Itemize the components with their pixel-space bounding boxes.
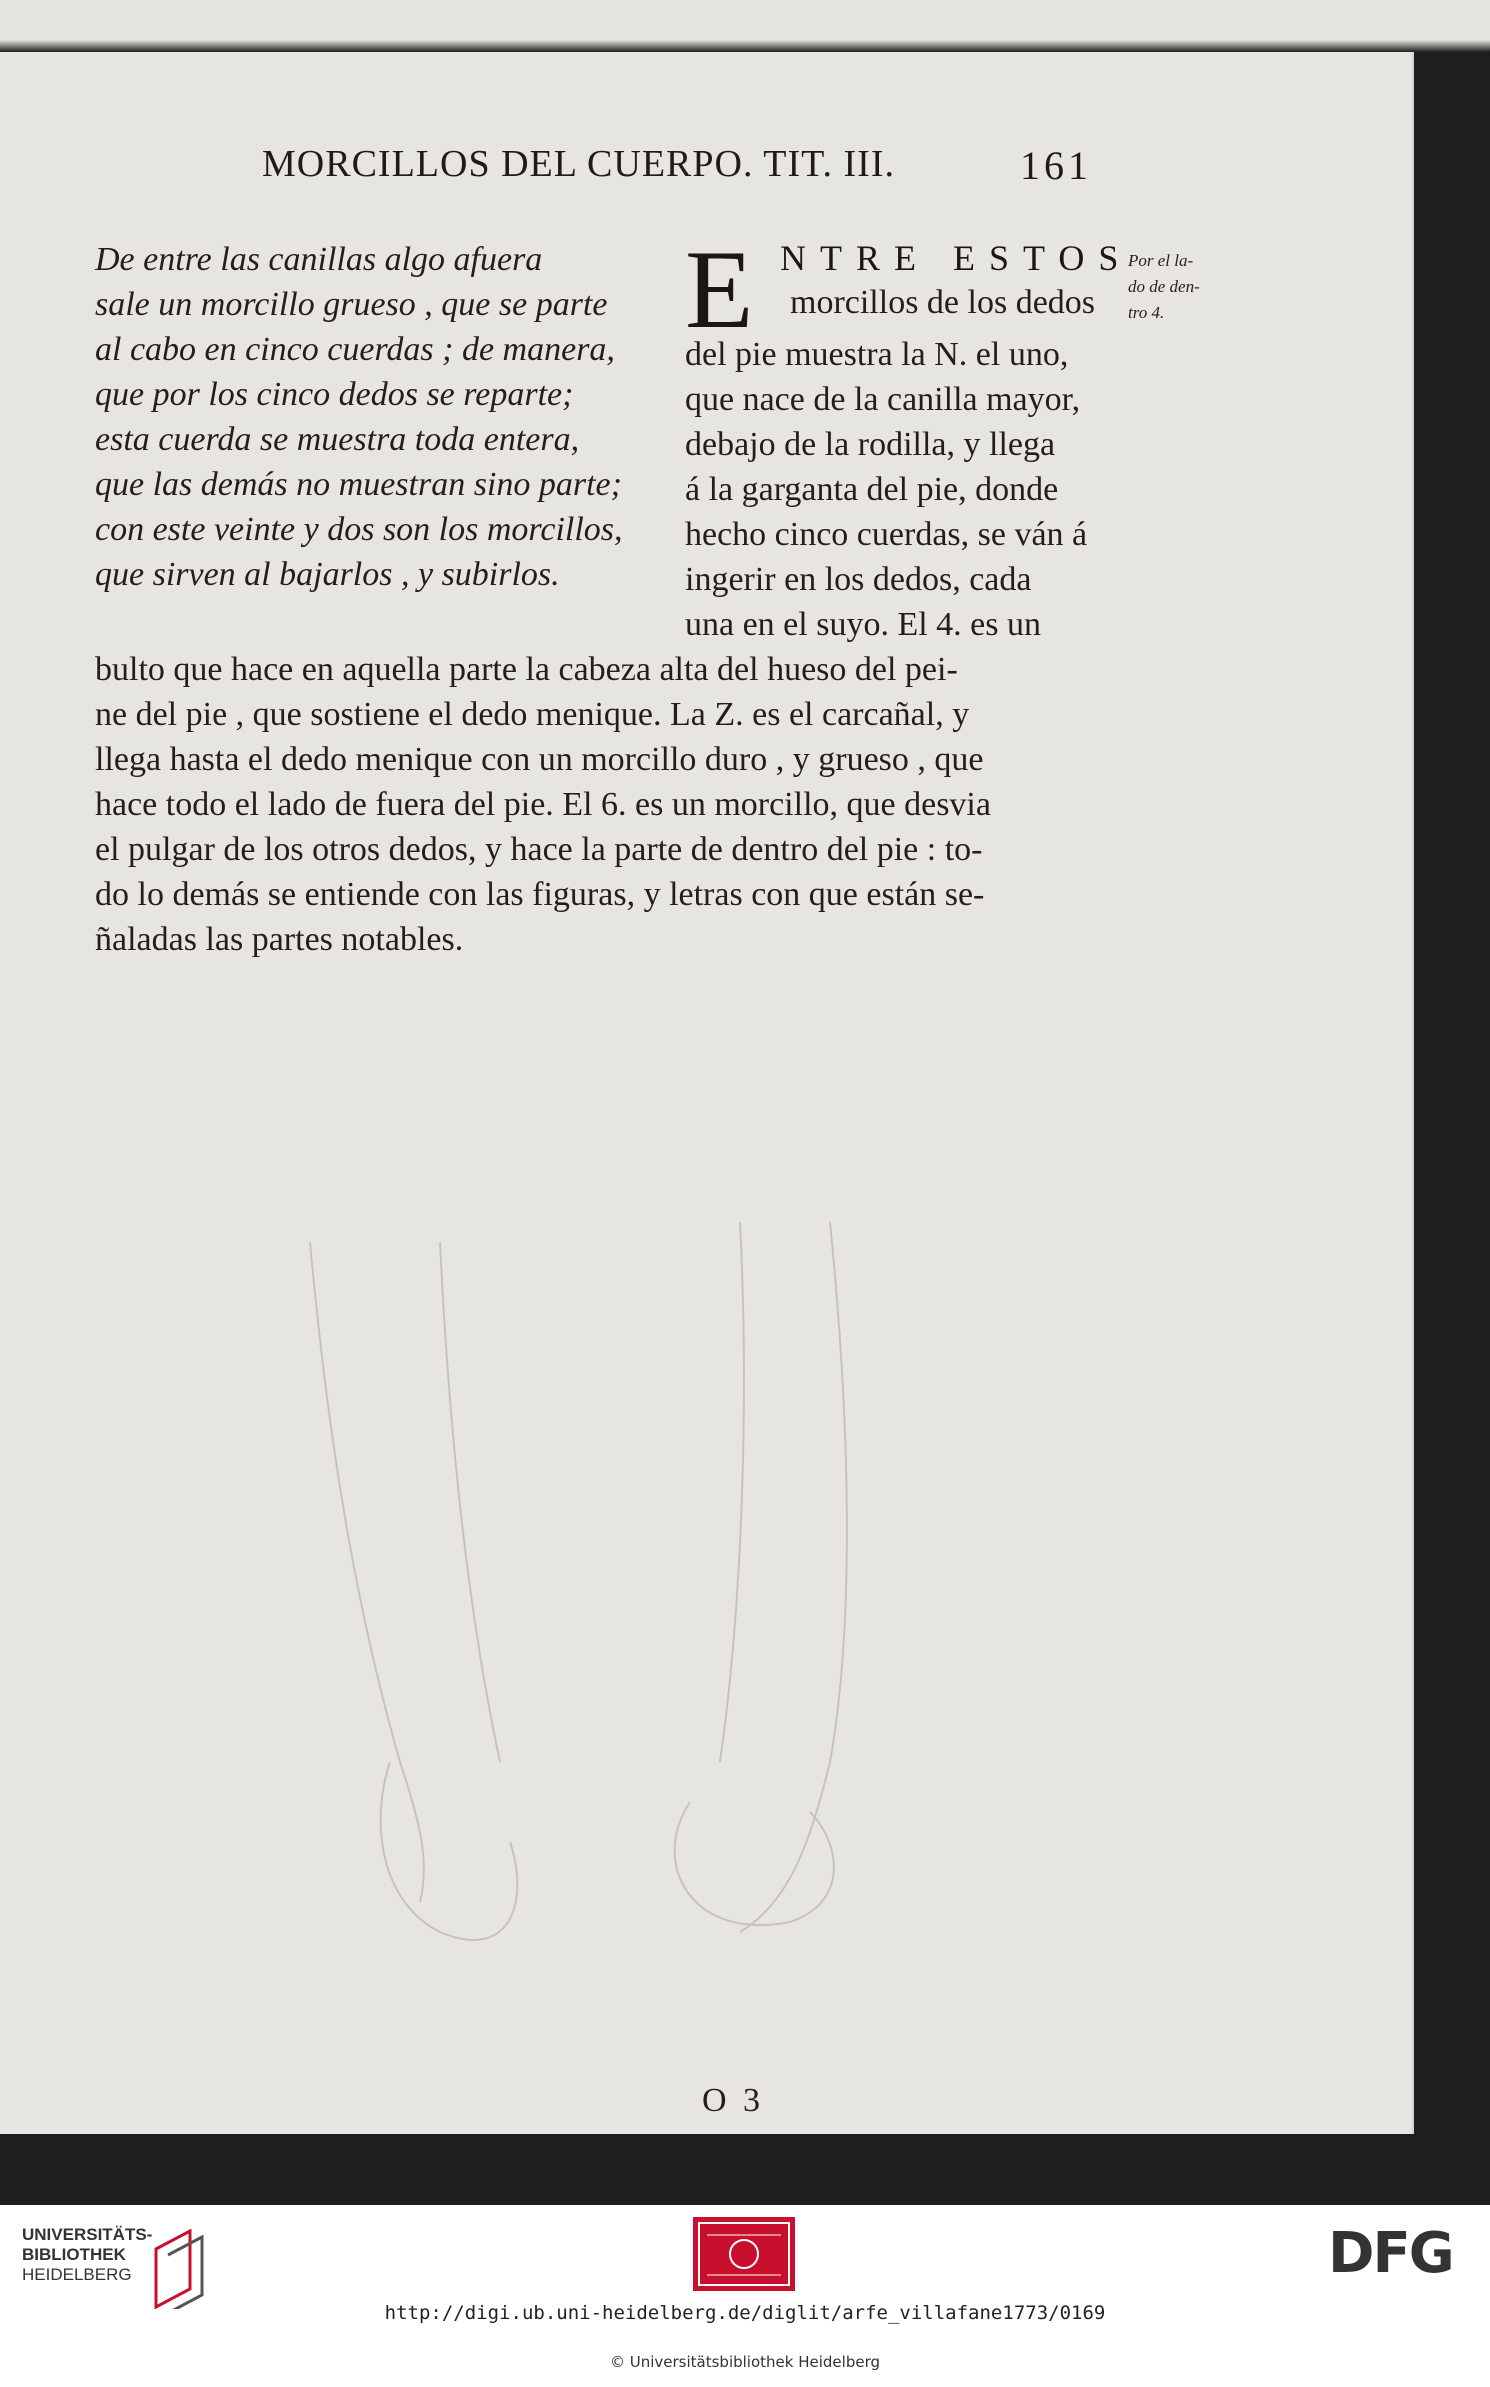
- page-number: 161: [1020, 143, 1092, 188]
- margin-note-line: Por el la-: [1128, 251, 1194, 270]
- verse-line: al cabo en cinco cuerdas ; de manera,: [95, 331, 615, 368]
- prose-opening-caps: NTRE ESTOS: [780, 238, 1133, 278]
- scanned-page: [0, 52, 1414, 2134]
- prose-line: el pulgar de los otros dedos, y hace la parte de dentro del pie : to-: [95, 831, 983, 868]
- prose-line: debajo de la rodilla, y llega: [685, 426, 1056, 463]
- prose-full-width: [95, 647, 1125, 962]
- episteme-logo[interactable]: [693, 2217, 795, 2291]
- library-name-line: UNIVERSITÄTS-: [22, 2225, 153, 2244]
- prose-second-line: morcillos de los dedos: [790, 284, 1096, 321]
- footer-bar: [0, 2205, 1490, 2387]
- marginal-note: [1128, 248, 1228, 326]
- prose-line: ñaladas las partes notables.: [95, 921, 464, 958]
- page-top-edge: [0, 0, 1490, 52]
- prose-line: una en el suyo. El 4. es un: [685, 606, 1041, 643]
- running-head-title: MORCILLOS DEL CUERPO. TIT. III.: [262, 143, 895, 185]
- verse-line: De entre las canillas algo afuera: [95, 241, 543, 278]
- prose-line: del pie muestra la N. el uno,: [685, 336, 1069, 373]
- running-head: [0, 142, 1412, 202]
- prose-right-column: [685, 332, 1125, 647]
- prose-line: ingerir en los dedos, cada: [685, 561, 1032, 598]
- dfg-logo[interactable]: DFG: [1328, 2221, 1453, 2286]
- prose-line: bulto que hace en aquella parte la cabeza alta del hueso del pei-: [95, 651, 958, 688]
- verse-line: que las demás no muestran sino parte;: [95, 466, 622, 503]
- verse-column: [95, 237, 665, 597]
- verse-line: sale un morcillo grueso , que se parte: [95, 286, 608, 323]
- library-name: [22, 2225, 152, 2285]
- verse-line: que por los cinco dedos se reparte;: [95, 376, 574, 413]
- show-through-drawing: [270, 1202, 910, 2002]
- library-mark-icon: [150, 2229, 214, 2309]
- prose-line: do lo demás se entiende con las figuras, y letras con que están se-: [95, 876, 985, 913]
- verse-line: esta cuerda se muestra toda entera,: [95, 421, 580, 458]
- library-name-line: HEIDELBERG: [22, 2265, 132, 2284]
- prose-line: á la garganta del pie, donde: [685, 471, 1059, 508]
- signature-mark: O 3: [702, 2082, 765, 2119]
- margin-note-line: tro 4.: [1128, 303, 1165, 322]
- drop-cap: E: [685, 228, 754, 352]
- margin-note-line: do de den-: [1128, 277, 1200, 296]
- prose-line: hace todo el lado de fuera del pie. El 6. es un morcillo, que desvia: [95, 786, 991, 823]
- episteme-emblem-icon: [693, 2217, 795, 2291]
- verse-line: que sirven al bajarlos , y subirlos.: [95, 556, 560, 593]
- prose-line: llega hasta el dedo menique con un morcillo duro , y grueso , que: [95, 741, 984, 778]
- verse-line: con este veinte y dos son los morcillos,: [95, 511, 623, 548]
- copyright-notice: © Universitätsbibliothek Heidelberg: [609, 2353, 880, 2371]
- prose-line: que nace de la canilla mayor,: [685, 381, 1081, 418]
- permalink-url[interactable]: http://digi.ub.uni-heidelberg.de/diglit/arfe_villafane1773/0169: [384, 2302, 1106, 2324]
- library-name-line: BIBLIOTHEK: [22, 2245, 126, 2264]
- prose-line: ne del pie , que sostiene el dedo menique. La Z. es el carcañal, y: [95, 696, 970, 733]
- prose-line: hecho cinco cuerdas, se ván á: [685, 516, 1088, 553]
